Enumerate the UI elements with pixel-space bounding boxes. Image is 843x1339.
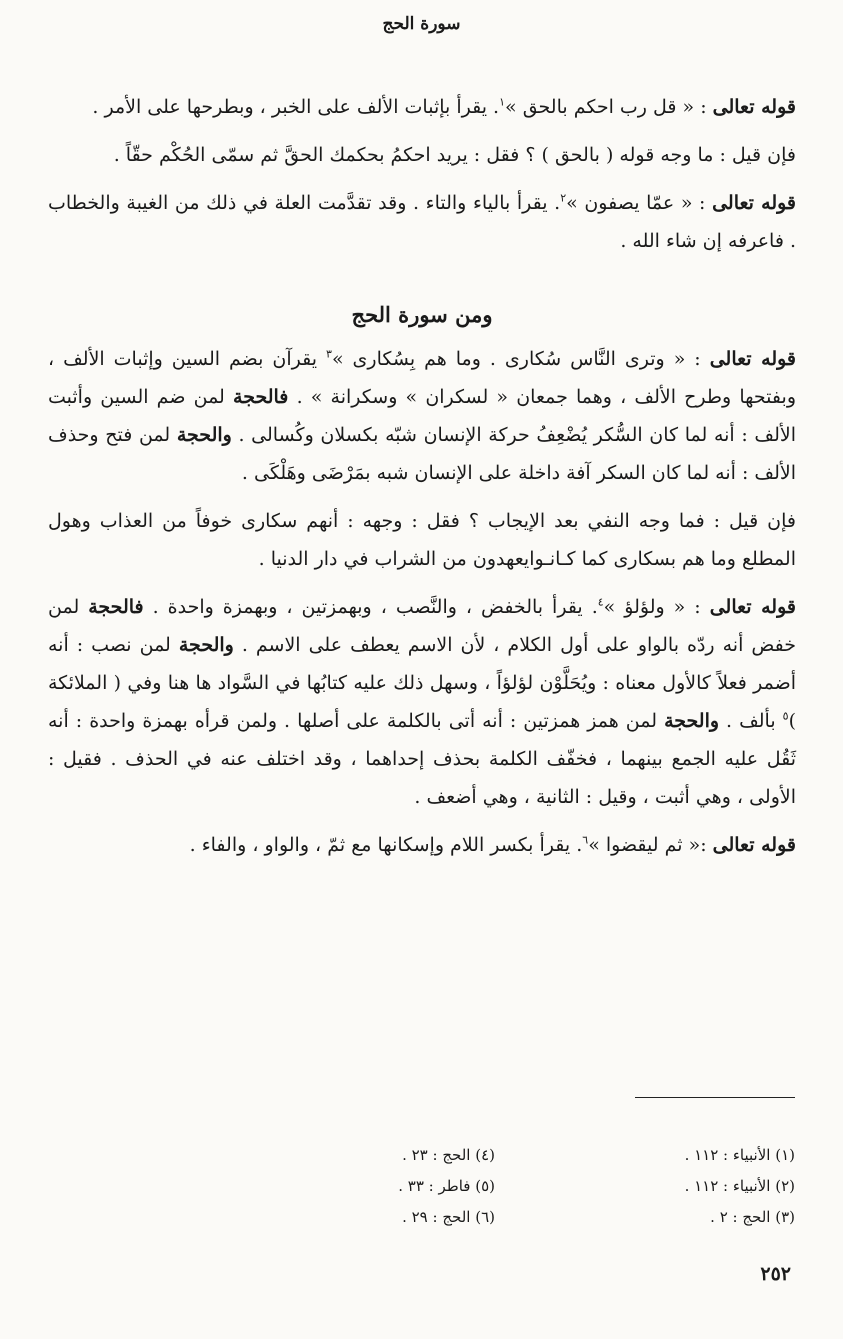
paragraph-3 xyxy=(48,184,796,260)
footnote-item: (٥) فاطر : ٣٣ . xyxy=(398,1177,495,1195)
footnotes xyxy=(275,1140,795,1233)
paragraph-text: : « وترى النَّاس سُكارى . وما هم بِسُكارى » xyxy=(331,348,710,370)
footnote-ref: ٦ xyxy=(582,833,589,847)
footnote-item: (١) الأنبياء : ١١٢ . xyxy=(684,1146,795,1164)
footnote-item: (٢) الأنبياء : ١١٢ . xyxy=(684,1177,795,1195)
footnote-ref: ٢ xyxy=(560,191,567,205)
paragraph-text: يقرآن بضم السين وإثبات الألف ، وبفتحها وطرح الألف ، وهما جمعان « لسكران » وسكرانة » . xyxy=(48,348,796,408)
paragraph-text: لمن همز همزتين : أنه أتى بالكلمة على أصلها . ولمن قرأه بهمزة واحدة : أنه ثَقُل عليه الجمع بينهما ، فخفّف الكلمة بحذف إحداهما ، وقد اختلف عنه في الحذف . فقيل : الأولى ، وهي أثبت ، وقيل : الثانية ، وهي أضعف . xyxy=(48,710,796,808)
paragraph-text: : « ولؤلؤ » xyxy=(603,596,710,618)
paragraph-1 xyxy=(48,88,796,126)
footnote-ref: ١ xyxy=(499,95,506,109)
paragraph-text: لمن ضم السين وأثبت الألف : أنه لما كان السُّكر يُضْعِفُ حركة الإنسان شبّه بكسلان وكُسالى . xyxy=(48,386,796,446)
footnote-item: (٦) الحج : ٢٩ . xyxy=(402,1208,495,1226)
footnote-divider xyxy=(635,1097,795,1098)
hujja-term: فالحجة xyxy=(233,386,289,408)
footnote-item: (٤) الحج : ٢٣ . xyxy=(402,1146,495,1164)
paragraph-text: . يقرأ بإثبات الألف على الخبر ، وبطرحها على الأمر . xyxy=(92,96,500,118)
hujja-term: والحجة xyxy=(664,710,720,732)
footnote-ref: ٣ xyxy=(326,347,332,361)
paragraph-text: بألف . xyxy=(719,710,783,732)
footnote-ref: ٤ xyxy=(597,595,604,609)
paragraph-6 xyxy=(48,588,796,816)
paragraph-text: لمن خفض أنه ردّه بالواو على أول الكلام ، لأن الاسم يعطف على الاسم . xyxy=(48,596,796,656)
footnote-column-1 xyxy=(575,1140,795,1233)
paragraph-2 xyxy=(48,136,796,174)
section-title: ومن سورة الحج xyxy=(351,302,493,327)
paragraph-text: فإن قيل : ما وجه قوله ( بالحق ) ؟ فقل : يريد احكمُ بحكمك الحقَّ ثم سمّى الحُكْم حقّاً . xyxy=(113,144,796,166)
footnote-ref: ٥ xyxy=(782,709,789,723)
paragraph-text: فإن قيل : فما وجه النفي بعد الإيجاب ؟ فقل : وجهه : أنهم سكارى خوفاً من العذاب وهول المطلع وما هم بسكارى كما كـانـوايعهدون من الشراب في دار الدنيا . xyxy=(48,510,796,570)
page-number: ٢٥٢ xyxy=(760,1263,791,1285)
paragraph-text: : « عمّا يصفون » xyxy=(566,192,713,214)
verse-lead: قوله تعالى xyxy=(709,348,797,370)
footnote-item: (٣) الحج : ٢ . xyxy=(710,1208,795,1226)
paragraph-text: . يقرأ بالخفض ، والنَّصب ، وبهمزتين ، وبهمزة واحدة . xyxy=(143,596,598,618)
hujja-term: والحجة xyxy=(176,424,232,446)
hujja-term: فالحجة xyxy=(88,596,144,618)
paragraph-text: لمن نصب : أنه أضمر فعلاً كالأول معناه : ويُحَلَّوْن لؤلؤاً ، وسهل ذلك عليه كتابُها في السَّواد ها هنا وفي ( الملائكة ) xyxy=(48,634,796,732)
verse-lead: قوله تعالى xyxy=(709,596,796,618)
verse-lead: قوله تعالى xyxy=(712,834,796,856)
running-title: سورة الحج xyxy=(382,14,461,34)
footnote-column-2 xyxy=(275,1140,495,1233)
paragraph-text: : « قل رب احكم بالحق » xyxy=(505,96,713,118)
paragraph-7 xyxy=(48,826,796,864)
body-text xyxy=(48,88,796,874)
verse-lead: قوله تعالى xyxy=(712,192,797,214)
verse-lead: قوله تعالى xyxy=(712,96,796,118)
paragraph-4 xyxy=(48,340,796,492)
paragraph-text: لمن فتح وحذف الألف : أنه لما كان السكر آفة داخلة على الإنسان شبه بمَرْضَى وهَلْكَى . xyxy=(48,424,796,484)
paragraph-text: :« ثم ليقضوا » xyxy=(588,834,713,856)
hujja-term: والحجة xyxy=(178,634,234,656)
paragraph-5 xyxy=(48,502,796,578)
paragraph-text: . يقرأ بالياء والتاء . وقد تقدَّمت العلة في ذلك من الغيبة والخطاب . فاعرفه إن شاء الله . xyxy=(48,192,796,252)
paragraph-text: . يقرأ بكسر اللام وإسكانها مع ثمّ ، والواو ، والفاء . xyxy=(189,834,583,856)
